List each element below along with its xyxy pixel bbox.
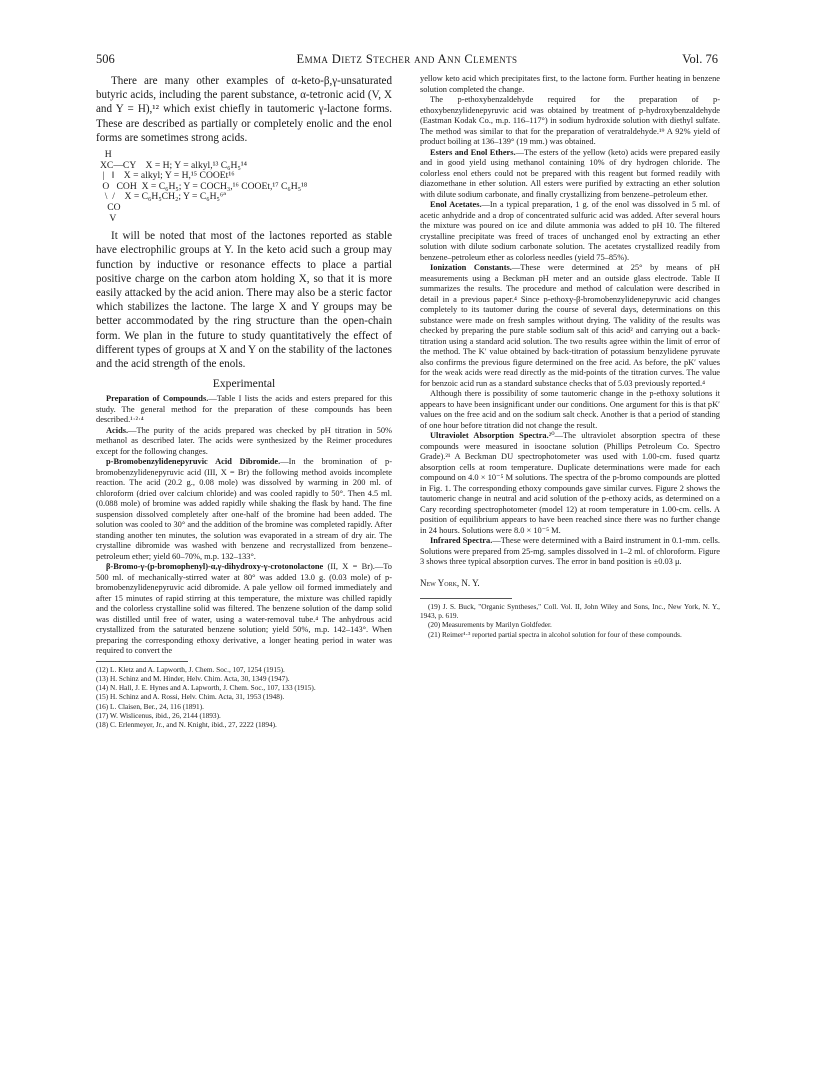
tautomeric-paragraph: Although there is possibility of some tautomeric change in the p-ethoxy solutions it appears to have been insignificant under our conditions. One argument for this is that pK′ values on the free acid and on the sodium salt check. Another is that a period of standing of one hour before titration did not change the result. [420, 389, 720, 430]
dibromide-heading: p-Bromobenzylidenepyruvic Acid Dibromide. [106, 457, 281, 467]
lactone-heading: β-Bromo-γ-(p-bromophenyl)-α,γ-dihydroxy-γ-crotonolactone [106, 562, 324, 572]
prep-compounds-paragraph [96, 394, 392, 426]
footnote: (16) L. Claisen, Ber., 24, 116 (1891). [96, 701, 204, 711]
page-number: 506 [96, 52, 115, 66]
acetates-paragraph [420, 200, 720, 263]
footnotes-right [420, 602, 720, 640]
acids-paragraph [96, 426, 392, 458]
footnote-divider [420, 598, 512, 599]
running-header [96, 52, 718, 68]
footnote: (21) Reimer¹·³ reported partial spectra in alcohol solution for four of these compounds. [428, 629, 682, 639]
left-column [96, 74, 392, 729]
footnote: (20) Measurements by Marilyn Goldfeder. [428, 620, 552, 630]
ir-text: —These were determined with a Baird instrument in 0.1-mm. cells. Solutions were prepared from 25-mg. samples dissolved in 1–2 ml. of chloroform. Figure 3 shows three typical absorption curves. The error in band position is ±0.03 μ. [420, 536, 720, 566]
ir-paragraph [420, 536, 720, 568]
footnote: (18) C. Erlenmeyer, Jr., and N. Knight, ibid., 27, 2222 (1894). [96, 719, 277, 729]
acetates-text: —In a typical preparation, 1 g. of the enol was dissolved in 5 ml. of acetic anhydride and a drop of concentrated sulfuric acid was added. After several hours the mixture was poured on ice and dilute ammonia was added to pH 10. The filtered crystalline precipitate was freed of traces of unchanged enol by extracting an ether solution with dilute sodium carbonate solution. The acetates crystallized readily from benzene–petroleum ether as colorless needles (yield 75–85%). [420, 200, 720, 262]
running-authors: Emma Dietz Stecher and Ann Clements [296, 52, 518, 66]
footnote: (15) H. Schinz and A. Rossi, Helv. Chim. Acta, 31, 1953 (1948). [96, 692, 285, 702]
prep-compounds-heading: Preparation of Compounds. [106, 394, 209, 404]
intro-paragraph: There are many other examples of α-keto-β,γ-unsaturated butyric acids, including the parent substance, α-tetronic acid (V, X and Y = H),¹² which exist chiefly in tautomeric γ-lactone forms. These are described as partially or completely enolic and the enol forms are sometimes strong acids. [96, 75, 392, 144]
ir-heading: Infrared Spectra. [430, 536, 493, 545]
discussion-paragraph: It will be noted that most of the lactones reported as stable have electrophilic groups at Y. In the keto acid such a group may function by inductive or resonance effects to place a partial positive charge on the carbon atom holding X, so that it is more easily attacked by the acid anion. There may also be a steric factor which stabilizes the lactone. The large X and Y groups may be better accommodated by the ring structure than the open-chain form. We plan in the future to study quantitatively the effect of different types of groups at X and Y on the stability of the lactones and the acid strength of the enols. [96, 230, 392, 370]
lactone-structure-formula: H XC—CY X = H; Y = alkyl,¹³ C₆H₅¹⁴ | ‖ X = alkyl; Y = H,¹⁵ COOEt¹⁶ O COH X = C₆H₅; Y = COCH₃,¹⁶ COOEt,¹⁷ C₆H₅¹⁸ \ / X = C₆H₅CH₂; Y = C₆H₅⁶ª CO V [100, 149, 308, 224]
footnote: (17) W. Wislicenus, ibid., 26, 2144 (1893). [96, 710, 221, 720]
right-column [420, 74, 720, 639]
footnote: (19) J. S. Buck, "Organic Syntheses," Coll. Vol. II, John Wiley and Sons, Inc., New York, N. Y., 1943, p. 619. [420, 601, 720, 620]
footnote: (13) H. Schinz and M. Hinder, Helv. Chim. Acta, 30, 1349 (1947). [96, 673, 290, 683]
ionization-heading: Ionization Constants. [430, 263, 512, 272]
esters-heading: Esters and Enol Ethers. [430, 147, 516, 157]
acids-heading: Acids. [106, 425, 129, 435]
footnote: (14) N. Hall, J. E. Hynes and A. Lapworth, J. Chem. Soc., 107, 133 (1915). [96, 683, 316, 693]
prep-compounds-text: —Table I lists the acids and esters prepared for this study. The general method for the preparation of these compounds has been described.¹·²·⁴ [96, 394, 392, 425]
acids-text: —The purity of the acids prepared was checked by pH titration in 50% methanol as described later. The acids were synthesized by the Reimer procedures except for the following changes. [96, 425, 392, 456]
lactone-text: (II, X = Br).—To 500 ml. of mechanically-stirred water at 80° was added 13.0 g. (0.03 mole) of p-bromobenzylidenepyruvic acid dibromide. A pale yellow oil formed immediately and after 15 minutes of rapid stirring at this temperature, the mixture was chilled rapidly and the colorless crystalline solid was filtered. The benzene solution of the damp solid was distilled until free of water, using a water-removal tube.⁴ The anhydrous acid crystallized from the saturated benzene solution; yield 50%, m.p. 142–143°. When preparing the corresponding ethoxy derivative, a longer heating period in water was required to convert the [96, 562, 392, 656]
footnotes-left [96, 665, 392, 729]
ethoxy-paragraph: The p-ethoxybenzaldehyde required for the preparation of p-ethoxybenzylidenepyruvic acid was obtained by treatment of p-hydroxybenzaldehyde (Eastman Kodak Co., m.p. 116–117°) in sodium hydroxide solution with diethyl sulfate. The method was similar to that for the preparation of veratraldehyde.¹⁹ A 92% yield of product boiling at 136–139° (19 mm.) was obtained. [420, 95, 720, 146]
experimental-heading: Experimental [212, 377, 276, 391]
lactone-paragraph [96, 562, 392, 657]
ionization-text: —These were determined at 25° by means of pH measurements using a Beckman pH meter and an outside glass electrode. Table II summarizes the results. The procedure and method of calculation were described in detail in a previous paper.⁴ Since p-ethoxy-β-bromobenzylidenepyruvic acid changes completely to its tautomer during the course of several days, determinations on this substance were made on fresh samples without drying. The validity of the results was checked by preparing the pure stable sodium salt of this acid² and carrying out a back-titration using a standard acid solution. The two results agree within the limit of error of the method. The K′ value obtained by back-titration of potassium benzylidene pyruvate also confirms the previous figure determined on the free acid. As before, the pK′ values for the weak acids were read directly as the mid-points of the titration curves. The value for benzoic acid run as a standard substance checks that of 5.03 previously reported.⁴ [420, 263, 720, 388]
volume-number: Vol. 76 [682, 52, 718, 66]
ionization-paragraph [420, 263, 720, 389]
dibromide-paragraph [96, 457, 392, 562]
esters-paragraph [420, 148, 720, 201]
uv-text: ²⁰—The ultraviolet absorption spectra of these compounds were measured in isooctane solution (Phillips Petroleum Co. Spectro Grade).²¹ A Beckman DU spectrophotometer was used with 1.00-cm. fused quartz absorption cells at room temperature. Duplicate determinations were made for each compound on 4.0 × 10⁻⁵ M solutions. The spectra of the p-bromo compounds are plotted in Fig. 1. The corresponding ethoxy compounds gave similar curves. Figure 2 shows the tautomeric change in neutral and acid solution of the p-ethoxy acids, as determined on a Cary recording spectrophotometer (model 12) at room temperature in 1.00-cm. cells. A position of equilibrium appears to have been reached since there was no further change in 24 hours. Solutions were 8.0 × 10⁻⁵ M. [420, 431, 720, 535]
uv-paragraph [420, 431, 720, 536]
esters-text: —The esters of the yellow (keto) acids were prepared easily and in good yield using methanol containing 10% of dry hydrogen chloride. The colorless enol ethers could not be prepared with this reagent but formed readily with diazomethane in ether solution. All esters were purified by extracting an ether solution with dilute sodium carbonate, and finally crystallizing from benzene–petroleum ether. [420, 147, 720, 199]
uv-heading: Ultraviolet Absorption Spectra. [430, 431, 549, 440]
continued-paragraph: yellow keto acid which precipitates first, to the lactone form. Further heating in benzene solution completed the change. [420, 74, 720, 94]
footnote: (12) L. Kletz and A. Lapworth, J. Chem. Soc., 107, 1254 (1915). [96, 664, 285, 674]
footnote-divider [96, 661, 188, 662]
author-location: New York, N. Y. [420, 577, 480, 588]
dibromide-text: —In the bromination of p-bromobenzylidenepyruvic acid (III, X = Br) the following method avoids incomplete reaction. The acid (20.2 g., 0.08 mole) was dissolved by warming in 200 ml. of chloroform (dried over calcium chloride) and was cooled rapidly to 50°. Then 4.5 ml. (0.088 mole) of bromine was added rapidly while shaking the flask by hand. The fine suspension dissolved completely after one-half of the bromine had been added. The solution was cooled to 30° and the addition of the bromine was completed rapidly. After standing another ten minutes, the solution was evaporated in a stream of dry air. The crystalline dibromide was washed with benzene and recrystallized from benzene–petroleum ether; yield 60–70%, m.p. 132–133°. [96, 457, 392, 561]
acetates-heading: Enol Acetates. [430, 200, 482, 209]
